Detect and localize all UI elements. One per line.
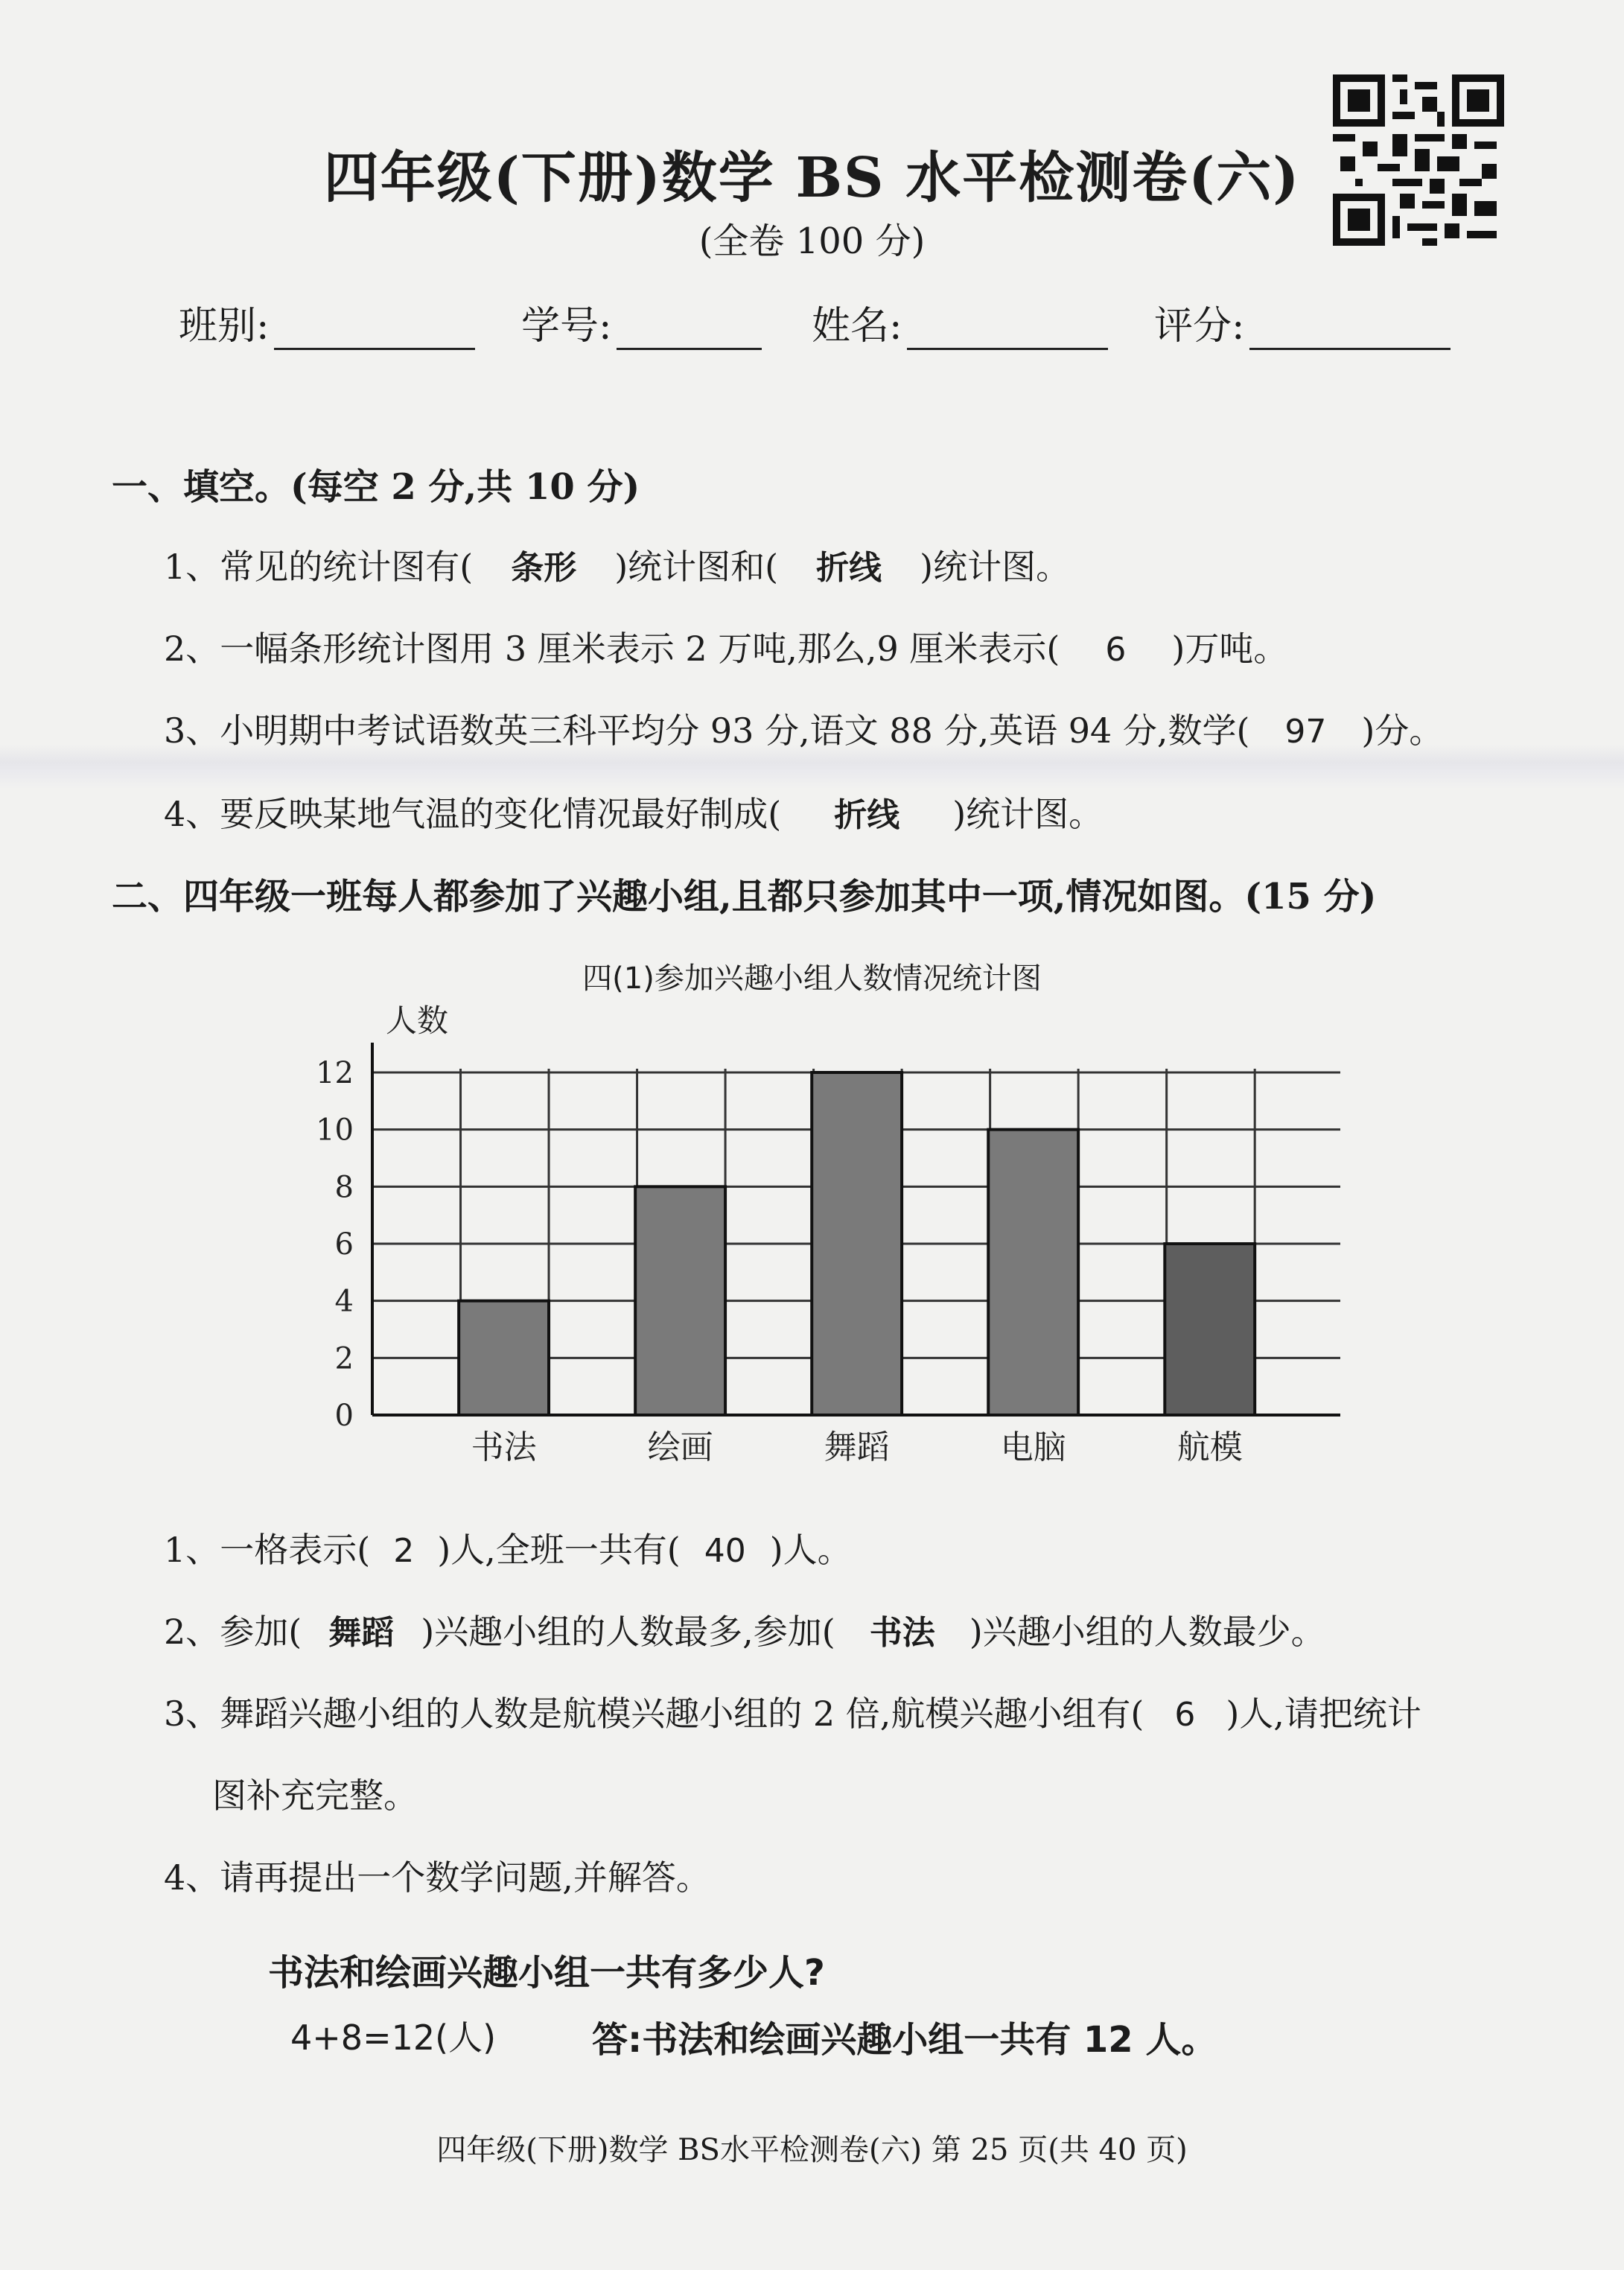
class-label: 班别: [179,304,270,349]
y-tick-label: 10 [316,1113,354,1148]
name-input[interactable] [907,305,1108,350]
student-info-row [179,294,1489,354]
s1q1-text-pre: 1、常见的统计图有( [164,547,474,587]
s2q2-text-post: )兴趣小组的人数最少。 [969,1612,1325,1652]
s2q1-answer-2: 40 [704,1532,746,1570]
y-tick-label: 4 [334,1284,354,1319]
s2q1-text-post: )人。 [769,1530,852,1570]
s1q4-text-pre: 4、要反映某地气温的变化情况最好制成( [164,794,782,834]
s1q2-text-post: )万吨。 [1171,629,1288,669]
student-number-label: 学号: [521,304,612,349]
x-tick-label: 绘画 [647,1428,713,1466]
y-tick-label: 8 [334,1170,354,1205]
s2-question-1 [164,1523,852,1572]
bar-绘画 [635,1186,725,1415]
x-tick-label: 书法 [471,1428,537,1466]
class-field [179,294,475,350]
y-tick-label: 2 [334,1341,354,1376]
name-label: 姓名: [812,304,902,349]
s2q1-text-mid: )人,全班一共有( [437,1530,681,1570]
student-number-field [521,294,762,350]
s2-question-3 [164,1687,1421,1736]
x-tick-label: 舞蹈 [824,1428,890,1466]
bar-航模 [1165,1244,1255,1415]
s2q2-answer-1: 舞蹈 [328,1614,395,1652]
s2q2-text-pre: 2、参加( [164,1612,302,1652]
s1q3-answer: 97 [1284,713,1327,751]
section2-heading: 二、四年级一班每人都参加了兴趣小组,且都只参加其中一项,情况如图。(15 分) [112,876,1377,918]
x-tick-label: 航模 [1176,1428,1243,1466]
score-label: 评分: [1154,304,1245,349]
s2q1-answer-1: 2 [393,1532,415,1570]
s1q1-answer-1: 条形 [511,549,577,587]
s1q2-text-pre: 2、一幅条形统计图用 3 厘米表示 2 万吨,那么,9 厘米表示( [164,629,1060,669]
section1-heading: 一、填空。(每空 2 分,共 10 分) [112,466,640,508]
s2-question-4: 4、请再提出一个数学问题,并解答。 [164,1857,710,1898]
s2-question-3-line2: 图补充完整。 [212,1775,418,1816]
s1q1-text-mid: )统计图和( [614,547,779,587]
s2q2-answer-2: 书法 [869,1614,935,1652]
bar-舞蹈 [812,1072,902,1415]
s1q4-answer: 折线 [834,796,900,834]
y-tick-label: 6 [334,1227,354,1262]
s1-question-4 [164,787,1103,836]
s2q1-text-pre: 1、一格表示( [164,1530,371,1570]
s2q3-text-pre: 3、舞蹈兴趣小组的人数是航模兴趣小组的 2 倍,航模兴趣小组有( [164,1694,1144,1734]
s1q3-text-pre: 3、小明期中考试语数英三科平均分 93 分,语文 88 分,英语 94 分,数学( [164,710,1250,751]
score-field [1154,294,1451,350]
s1q4-text-post: )统计图。 [952,794,1104,834]
exam-title: 四年级(下册)数学 BS 水平检测卷(六) [323,146,1301,210]
s1q3-text-post: )分。 [1361,710,1444,751]
student-number-input[interactable] [617,305,762,350]
score-input[interactable] [1249,305,1451,350]
s1q1-answer-2: 折线 [816,549,882,587]
bar-书法 [459,1301,549,1415]
exam-subtitle: (全卷 100 分) [698,220,926,262]
bar-chart [283,946,1385,1497]
chart-title: 四(1)参加兴趣小组人数情况统计图 [582,961,1042,996]
s2q3-text-post: )人,请把统计 [1226,1694,1421,1734]
class-input[interactable] [274,305,475,350]
name-field [812,294,1108,350]
s1-question-1 [164,540,1070,589]
s1-question-2 [164,622,1287,671]
x-tick-label: 电脑 [1000,1428,1066,1466]
y-tick-label: 12 [316,1056,354,1090]
answer-question: 书法和绘画兴趣小组一共有多少人? [268,1952,825,1994]
s1q1-text-post: )统计图。 [920,547,1071,587]
y-axis-label: 人数 [385,1002,449,1039]
s1q2-answer: 6 [1105,631,1127,669]
y-tick-label: 0 [334,1399,354,1433]
qr-code-icon[interactable] [1333,74,1504,246]
s2-question-2 [164,1605,1325,1654]
answer-calculation: 4+8=12(人) [290,2018,497,2058]
page-footer: 四年级(下册)数学 BS水平检测卷(六) 第 25 页(共 40 页) [436,2133,1188,2167]
answer-statement: 答:书法和绘画兴趣小组一共有 12 人。 [592,2019,1217,2061]
s2q2-text-mid: )兴趣小组的人数最多,参加( [421,1612,835,1652]
s2q3-answer: 6 [1174,1696,1196,1734]
s1-question-3 [164,704,1443,753]
bar-电脑 [988,1130,1078,1415]
